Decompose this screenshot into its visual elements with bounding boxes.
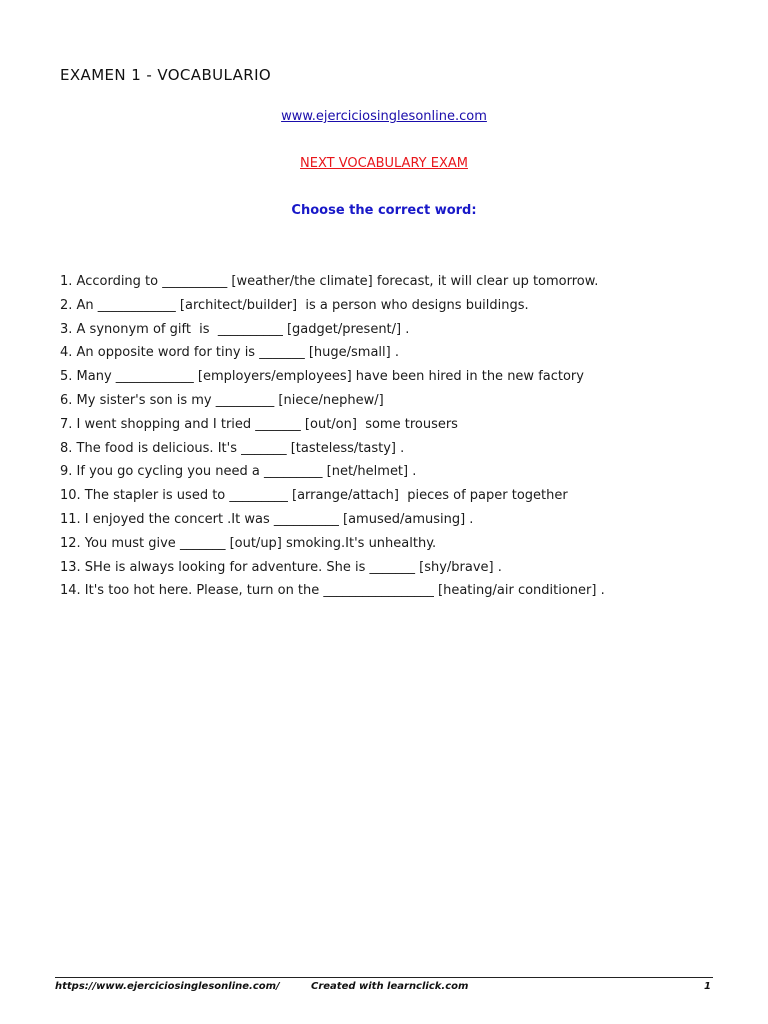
question-item: 12. You must give _______ [out/up] smoking.It's unhealthy. xyxy=(60,535,437,551)
page-number: 1 xyxy=(704,981,711,992)
footer-url: https://www.ejerciciosinglesonline.com/ xyxy=(55,981,280,992)
question-item: 14. It's too hot here. Please, turn on the _________________ [heating/air conditioner] . xyxy=(60,583,605,599)
question-item: 2. An ____________ [architect/builder] is a person who designs buildings. xyxy=(60,297,529,313)
page-title: EXAMEN 1 - VOCABULARIO xyxy=(60,66,272,84)
question-item: 5. Many ____________ [employers/employees] have been hired in the new factory xyxy=(60,369,584,385)
question-item: 7. I went shopping and I tried _______ [out/on] some trousers xyxy=(60,416,458,432)
question-item: 13. SHe is always looking for adventure. She is _______ [shy/brave] . xyxy=(60,559,502,575)
question-item: 9. If you go cycling you need a _________ [net/helmet] . xyxy=(60,464,417,480)
question-item: 1. According to __________ [weather/the climate] forecast, it will clear up tomorrow. xyxy=(60,274,599,289)
question-list xyxy=(60,273,605,606)
next-exam-link[interactable]: NEXT VOCABULARY EXAM xyxy=(300,156,468,171)
question-item: 11. I enjoyed the concert .It was __________ [amused/amusing] . xyxy=(60,511,474,527)
question-item: 4. An opposite word for tiny is _______ [huge/small] . xyxy=(60,345,399,361)
site-link[interactable]: www.ejerciciosinglesonline.com xyxy=(281,109,487,124)
footer-credit: Created with learnclick.com xyxy=(311,981,469,992)
question-item: 10. The stapler is used to _________ [arrange/attach] pieces of paper together xyxy=(60,488,568,504)
question-item: 8. The food is delicious. It's _______ [tasteless/tasty] . xyxy=(60,440,405,456)
instruction-heading: Choose the correct word: xyxy=(291,203,477,218)
question-item: 3. A synonym of gift is __________ [gadget/present/] . xyxy=(60,321,410,337)
question-item: 6. My sister's son is my _________ [niece/nephew/] xyxy=(60,392,384,408)
footer-divider xyxy=(55,977,713,978)
